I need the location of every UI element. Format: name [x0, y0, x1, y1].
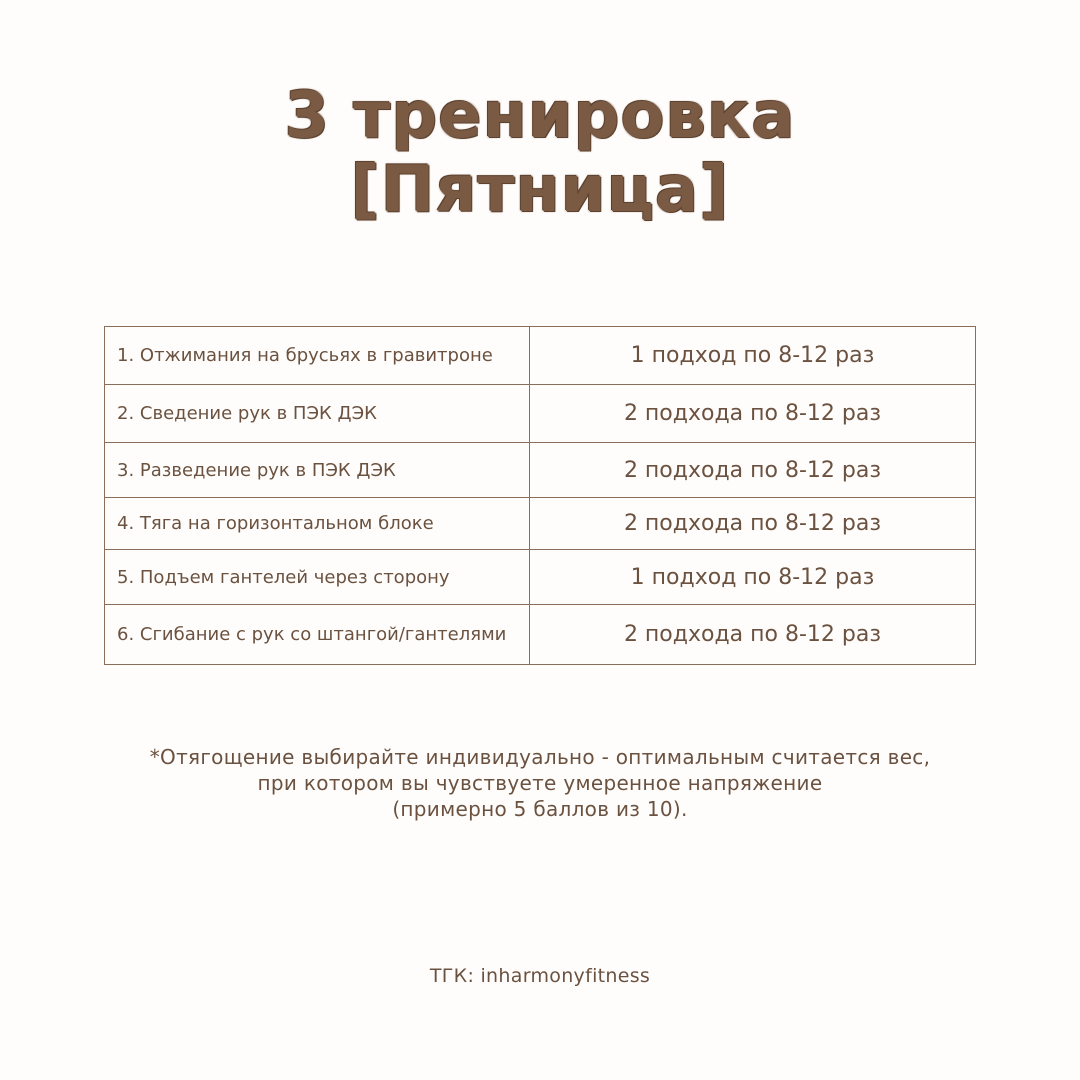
sets-cell: 2 подхода по 8-12 раз	[530, 605, 976, 665]
table-row	[105, 385, 976, 443]
workout-table	[104, 326, 976, 665]
note-line-1: *Отягощение выбирайте индивидуально - оптимальным считается вес,	[149, 745, 931, 769]
page-title-line-1: 3 тренировка	[284, 79, 796, 153]
sets-cell: 2 подхода по 8-12 раз	[530, 498, 976, 550]
telegram-channel: ТГК: inharmonyfitness	[429, 965, 651, 987]
page-title-line-2: [Пятница]	[350, 153, 730, 227]
exercise-cell: 4. Тяга на горизонтальном блоке	[105, 498, 530, 550]
sets-cell: 2 подхода по 8-12 раз	[530, 385, 976, 443]
table-row	[105, 443, 976, 498]
table-row	[105, 498, 976, 550]
note-line-2: при котором вы чувствуете умеренное напряжение	[257, 771, 823, 795]
exercise-cell: 5. Подъем гантелей через сторону	[105, 550, 530, 605]
sets-cell: 2 подхода по 8-12 раз	[530, 443, 976, 498]
exercise-cell: 2. Сведение рук в ПЭК ДЭК	[105, 385, 530, 443]
table-row	[105, 327, 976, 385]
exercise-cell: 3. Разведение рук в ПЭК ДЭК	[105, 443, 530, 498]
note-line-3: (примерно 5 баллов из 10).	[392, 797, 688, 821]
exercise-cell: 6. Сгибание с рук со штангой/гантелями	[105, 605, 530, 665]
exercise-cell: 1. Отжимания на брусьях в гравитроне	[105, 327, 530, 385]
table-row	[105, 605, 976, 665]
table-row	[105, 550, 976, 605]
weight-note	[0, 744, 1080, 822]
sets-cell: 1 подход по 8-12 раз	[530, 550, 976, 605]
sets-cell: 1 подход по 8-12 раз	[530, 327, 976, 385]
